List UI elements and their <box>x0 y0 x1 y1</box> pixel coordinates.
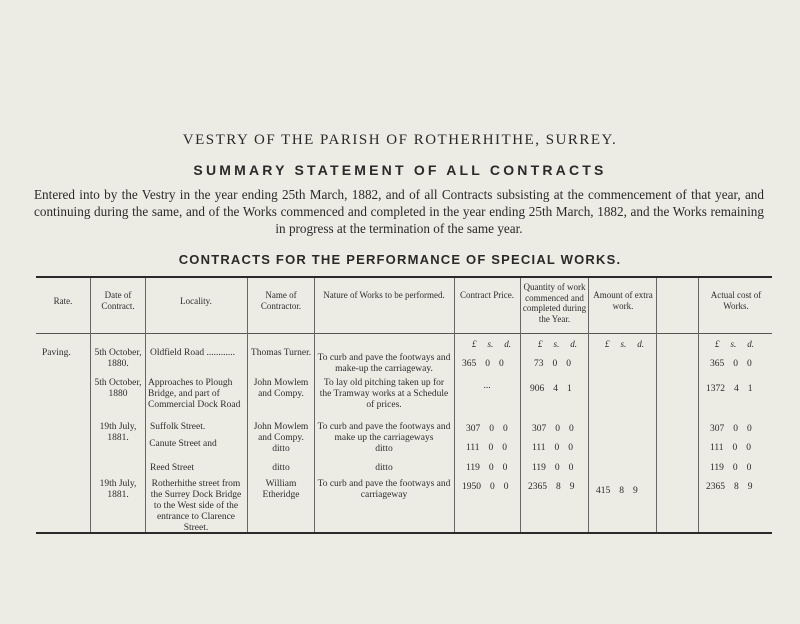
column-divider <box>520 278 521 532</box>
row-date: 19th July, 1881. <box>99 422 137 443</box>
row-quantity: 73 0 0 <box>534 359 571 369</box>
column-divider <box>656 278 657 532</box>
column-divider <box>247 278 248 532</box>
document-title: VESTRY OF THE PARISH OF ROTHERHITHE, SURREY. <box>182 132 618 148</box>
column-divider <box>145 278 146 532</box>
unit-pence: d. <box>504 339 512 349</box>
row-quantity: 119 0 0 <box>532 463 574 473</box>
row-quantity: 111 0 0 <box>532 443 574 453</box>
row-nature: ditto <box>375 463 393 473</box>
row-quantity: 2365 8 9 <box>528 482 575 492</box>
row-locality: Rotherhithe street from the Surrey Dock Bridge to the West side of the entrance to Clarence Street. <box>150 479 242 533</box>
row-actual-cost: 365 0 0 <box>710 359 752 369</box>
unit-pounds: £ <box>715 339 720 349</box>
header-nature: Nature of Works to be performed. <box>323 290 445 300</box>
row-contractor: Thomas Turner. <box>250 348 312 358</box>
header-rate: Rate. <box>53 296 73 306</box>
row-nature: ditto <box>375 444 393 454</box>
unit-pounds: £ <box>538 339 543 349</box>
currency-units <box>538 339 577 349</box>
row-locality: Canute Street and <box>149 439 217 449</box>
row-contract-price: 307 0 0 <box>466 424 508 434</box>
unit-pence: d. <box>747 339 755 349</box>
row-locality: Approaches to Plough Bridge, and part of Commercial Dock Road <box>148 378 241 410</box>
unit-pounds: £ <box>472 339 477 349</box>
row-contract-price: ... <box>483 381 491 391</box>
row-contract-price: 365 0 0 <box>462 359 504 369</box>
header-locality: Locality. <box>180 296 212 306</box>
header-extra-work: Amount of extra work. <box>593 290 653 311</box>
table-top-rule <box>36 276 772 278</box>
row-nature: To lay old pitching taken up for the Tramway works at a Schedule of prices. <box>319 378 449 410</box>
row-quantity: 307 0 0 <box>532 424 574 434</box>
row-date: 19th July, 1881. <box>99 479 137 500</box>
row-contract-price: 1950 0 0 <box>462 482 509 492</box>
row-quantity: 906 4 1 <box>530 384 572 394</box>
header-contractor: Name of Contractor. <box>260 290 302 311</box>
row-contractor: ditto <box>272 444 290 454</box>
unit-shillings: s. <box>553 339 560 349</box>
rate-label: Paving. <box>42 348 71 358</box>
row-date: 5th October, 1880 <box>94 378 142 399</box>
row-locality: Oldfield Road ............ <box>150 348 235 358</box>
header-actual-cost: Actual cost of Works. <box>710 290 762 311</box>
row-contractor: William Etheridge <box>262 479 300 500</box>
row-locality: Reed Street <box>150 463 195 473</box>
row-date: 5th October, 1880. <box>94 348 142 369</box>
column-divider <box>698 278 699 532</box>
row-nature: To curb and pave the footways and make up the carriageways <box>317 422 451 443</box>
column-divider <box>90 278 91 532</box>
row-contractor: John Mowlem and Compy. <box>253 378 309 399</box>
header-rule <box>36 333 772 334</box>
row-contract-price: 119 0 0 <box>466 463 508 473</box>
column-divider <box>454 278 455 532</box>
row-nature: To curb and pave the footways and carriageway <box>317 479 451 500</box>
row-contract-price: 111 0 0 <box>466 443 508 453</box>
unit-pence: d. <box>570 339 578 349</box>
unit-shillings: s. <box>620 339 627 349</box>
currency-units <box>472 339 511 349</box>
contracts-table <box>36 276 772 534</box>
unit-shillings: s. <box>730 339 737 349</box>
header-quantity: Quantity of work commenced and completed during the Year. <box>522 282 587 324</box>
intro-paragraph: Entered into by the Vestry in the year ending 25th March, 1882, and of all Contracts subsisting at the commencement of that year, and continuing during the same, and of the Works commenced and completed in the year ending 25th March, 1882, and the Works remaining in progress at the termination of the same year. <box>34 187 764 236</box>
row-extra-work: 415 8 9 <box>596 486 638 496</box>
row-actual-cost: 307 0 0 <box>710 424 752 434</box>
column-divider <box>588 278 589 532</box>
unit-pounds: £ <box>605 339 610 349</box>
row-contractor: John Mowlem and Compy. <box>253 422 309 443</box>
header-contract-price: Contract Price. <box>460 290 514 300</box>
row-locality: Suffolk Street. <box>150 422 206 432</box>
document-subtitle: SUMMARY STATEMENT OF ALL CONTRACTS <box>193 162 607 178</box>
row-actual-cost: 2365 8 9 <box>706 482 753 492</box>
table-bottom-rule <box>36 532 772 534</box>
row-actual-cost: 1372 4 1 <box>706 384 753 394</box>
row-actual-cost: 119 0 0 <box>710 463 752 473</box>
column-divider <box>314 278 315 532</box>
unit-pence: d. <box>637 339 645 349</box>
row-nature: To curb and pave the footways and make-up the carriageway. <box>317 353 451 374</box>
header-date: Date of Contract. <box>101 290 135 311</box>
row-actual-cost: 111 0 0 <box>710 443 752 453</box>
currency-units <box>715 339 754 349</box>
row-contractor: ditto <box>272 463 290 473</box>
currency-units <box>605 339 644 349</box>
unit-shillings: s. <box>487 339 494 349</box>
section-title: CONTRACTS FOR THE PERFORMANCE OF SPECIAL WORKS. <box>178 252 622 267</box>
